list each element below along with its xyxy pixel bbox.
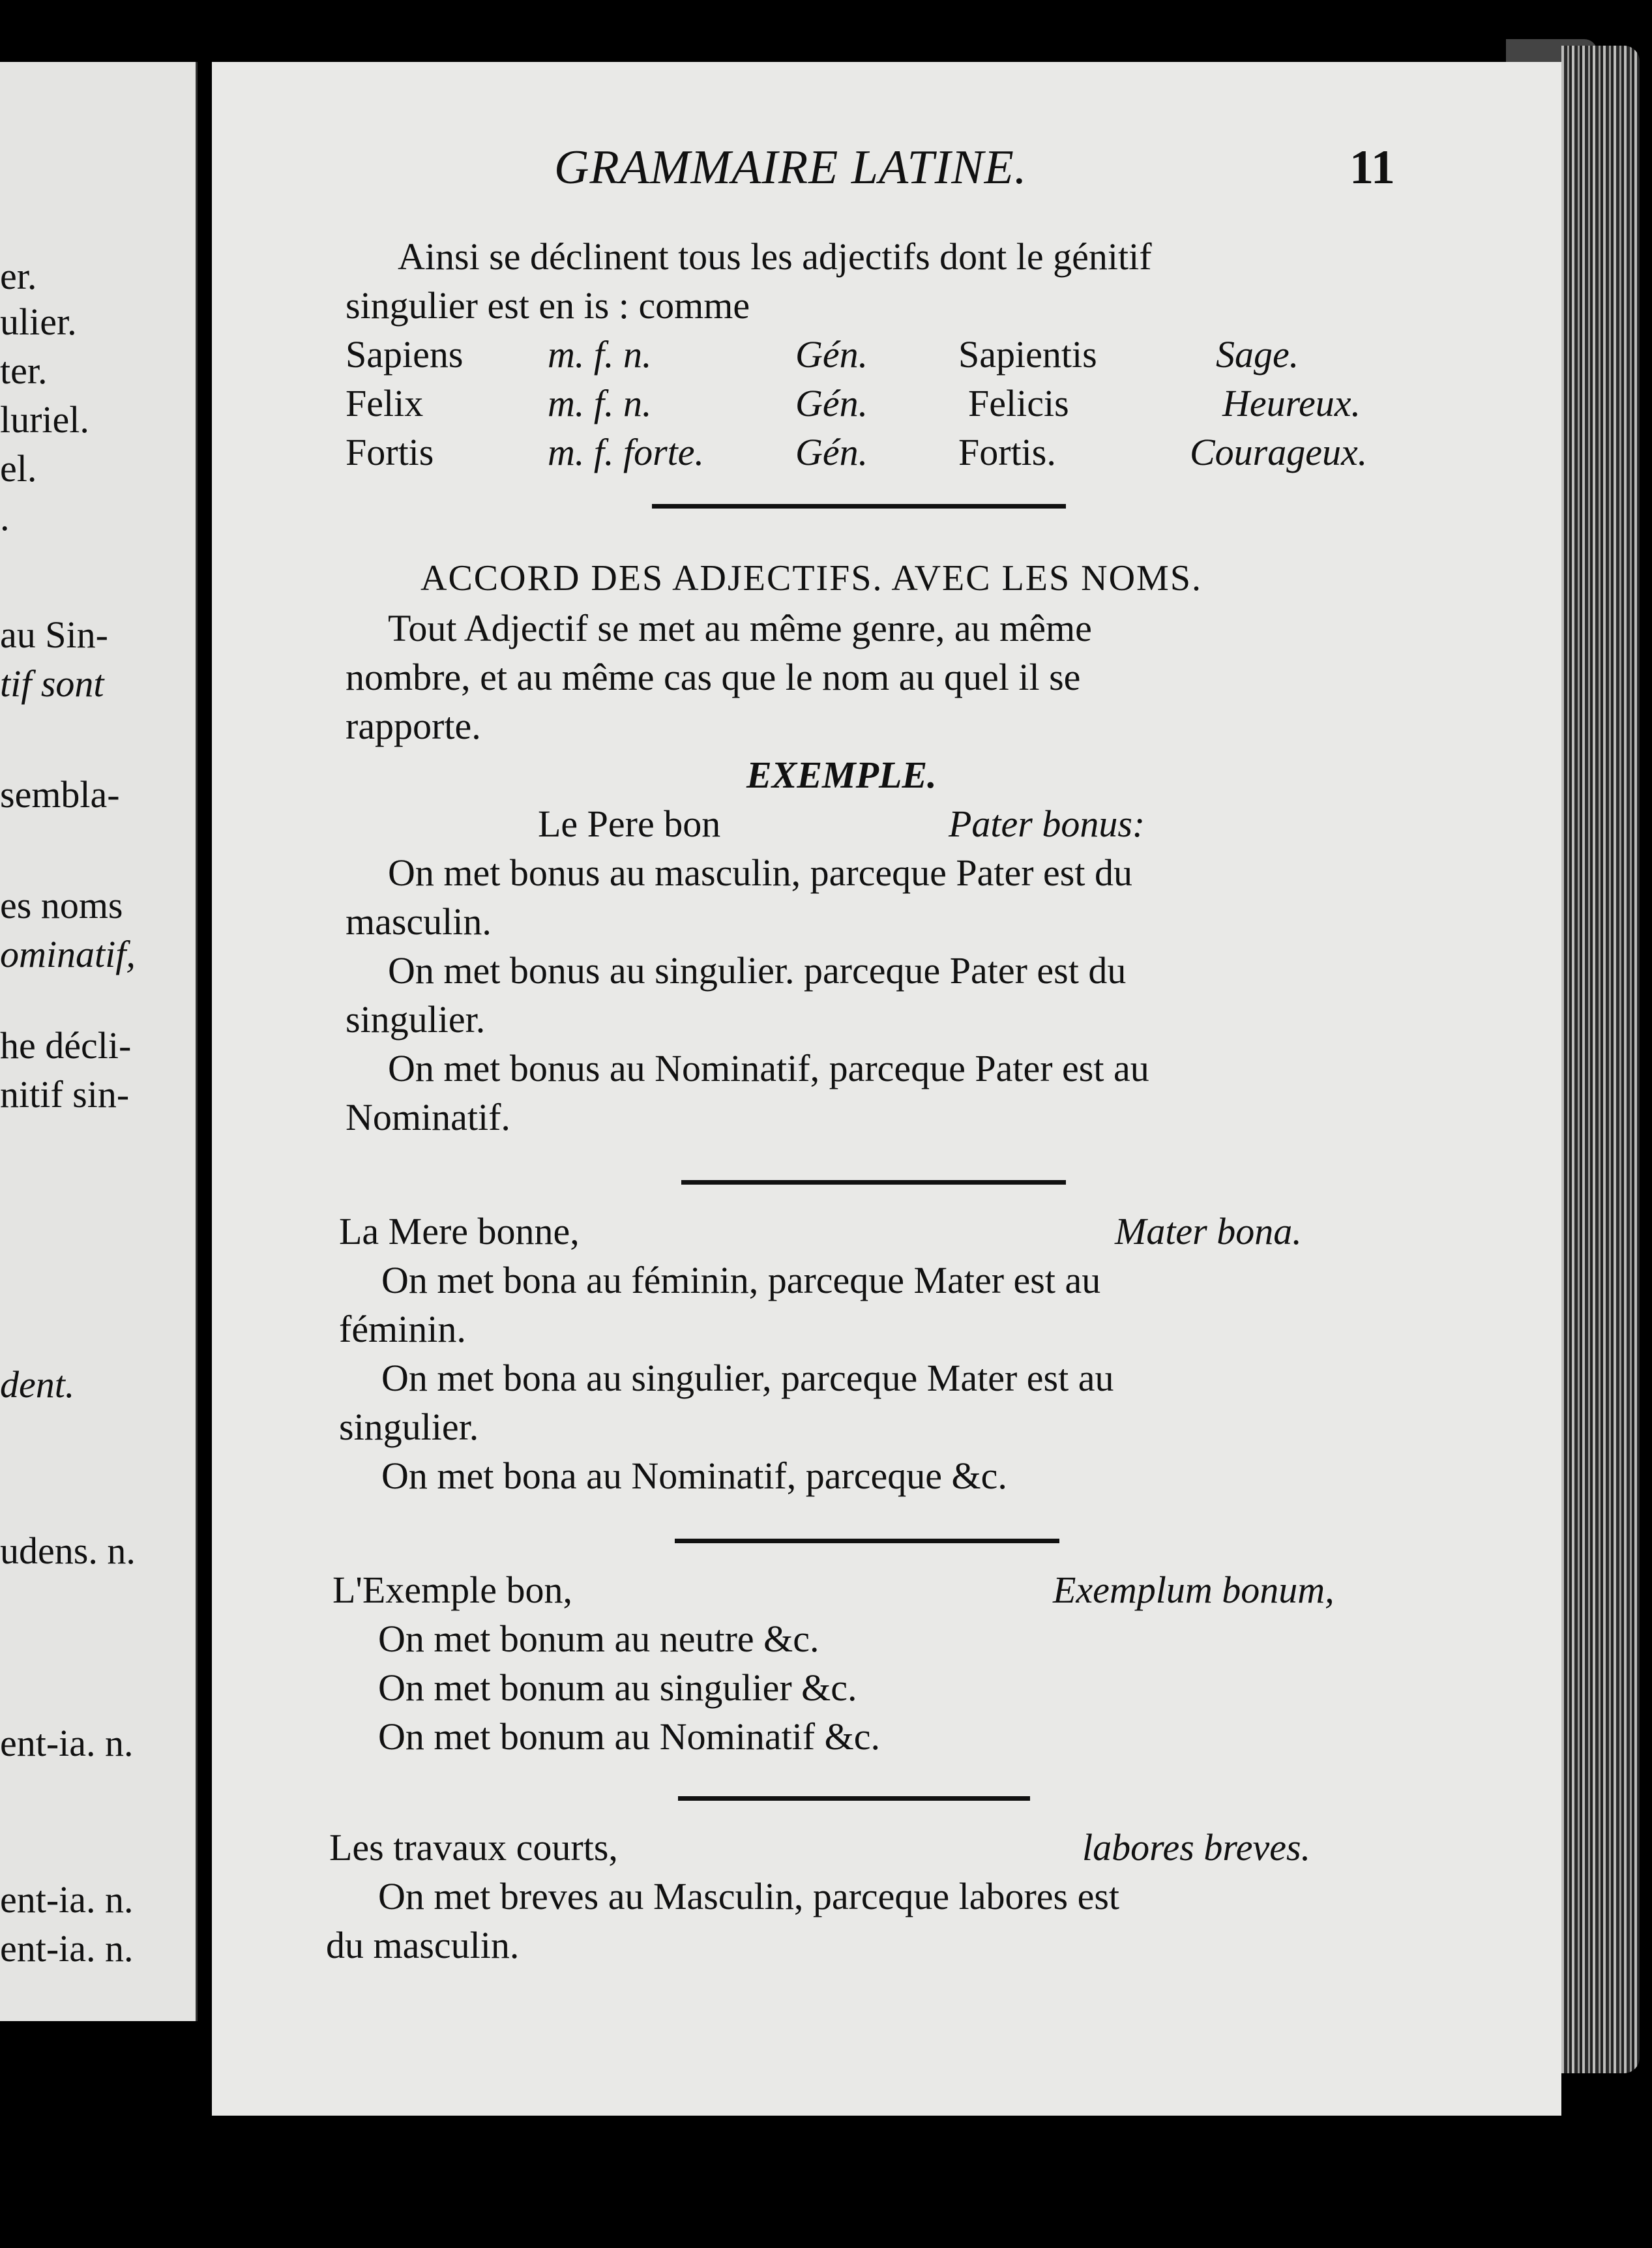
left-fragment: el. [0, 447, 37, 490]
table-gen-label: Gén. [795, 431, 868, 473]
table-word: Sapiens [346, 333, 464, 376]
rule-text: rapporte. [346, 705, 481, 747]
example-french: La Mere bonne, [339, 1210, 580, 1252]
left-fragment: er. [0, 255, 37, 297]
example-line: On met bonus au singulier. parceque Pater est du [388, 949, 1127, 992]
example-latin: labores breves. [1082, 1826, 1311, 1869]
example-line: singulier. [339, 1406, 479, 1448]
intro-line: singulier est en is : comme [346, 284, 750, 327]
example-line: On met bonum au singulier &c. [378, 1666, 857, 1709]
table-genitive: Felicis [968, 382, 1069, 424]
left-fragment: ent-ia. n. [0, 1722, 134, 1764]
left-facing-page [0, 62, 198, 2021]
divider [678, 1796, 1030, 1801]
book-page [212, 62, 1561, 2116]
left-fragment: dent. [0, 1363, 75, 1406]
example-line: Nominatif. [346, 1096, 510, 1138]
left-fragment: tif sont [0, 662, 104, 705]
table-translation: Sage. [1216, 333, 1299, 376]
table-gen-label: Gén. [795, 333, 868, 376]
table-genders: m. f. n. [548, 333, 652, 376]
example-latin: Exemplum bonum, [1053, 1569, 1335, 1611]
rule-text: nombre, et au même cas que le nom au quel il se [346, 656, 1081, 698]
example-line: On met bonus au Nominatif, parceque Pater est au [388, 1047, 1149, 1089]
section-heading: ACCORD DES ADJECTIFS. AVEC LES NOMS. [420, 558, 1202, 599]
example-line: On met bona au singulier, parceque Mater est au [381, 1357, 1114, 1399]
table-word: Felix [346, 382, 424, 424]
example-french: L'Exemple bon, [332, 1569, 573, 1611]
left-fragment: ter. [0, 349, 48, 392]
example-line: du masculin. [326, 1924, 520, 1966]
example-line: singulier. [346, 998, 486, 1041]
table-gen-label: Gén. [795, 382, 868, 424]
table-genders: m. f. n. [548, 382, 652, 424]
example-line: féminin. [339, 1308, 466, 1350]
example-line: On met bona au Nominatif, parceque &c. [381, 1455, 1007, 1497]
table-genitive: Sapientis [958, 333, 1097, 376]
table-translation: Courageux. [1190, 431, 1368, 473]
divider [675, 1539, 1059, 1543]
left-fragment: he décli- [0, 1024, 132, 1067]
left-fragment: udens. n. [0, 1530, 136, 1572]
left-fragment: ominatif, [0, 933, 136, 975]
left-fragment: . [0, 496, 10, 539]
divider [681, 1180, 1066, 1185]
table-translation: Heureux. [1222, 382, 1361, 424]
example-latin: Mater bona. [1115, 1210, 1302, 1252]
example-line: On met breves au Masculin, parceque labores est [378, 1875, 1120, 1917]
table-genitive: Fortis. [958, 431, 1056, 473]
page-number: 11 [1350, 141, 1395, 194]
left-fragment: ent-ia. n. [0, 1927, 134, 1970]
example-latin: Pater bonus: [949, 803, 1145, 845]
example-french: Les travaux courts, [329, 1826, 618, 1869]
running-title: GRAMMAIRE LATINE. [554, 141, 1027, 194]
example-heading: EXEMPLE. [746, 754, 937, 796]
left-fragment: au Sin- [0, 614, 108, 656]
intro-line: Ainsi se déclinent tous les adjectifs dont le génitif [398, 235, 1152, 278]
left-fragment: nitif sin- [0, 1073, 130, 1116]
table-genders: m. f. forte. [548, 431, 705, 473]
example-line: masculin. [346, 900, 492, 943]
left-fragment: ulier. [0, 301, 77, 343]
left-fragment: ent-ia. n. [0, 1878, 134, 1921]
page-edges [1561, 46, 1640, 2073]
example-french: Le Pere bon [538, 803, 721, 845]
left-fragment: luriel. [0, 398, 89, 441]
example-line: On met bonum au Nominatif &c. [378, 1715, 880, 1758]
section-divider [652, 504, 1066, 509]
left-fragment: es noms [0, 884, 123, 926]
table-word: Fortis [346, 431, 434, 473]
example-line: On met bona au féminin, parceque Mater est au [381, 1259, 1101, 1301]
example-line: On met bonum au neutre &c. [378, 1618, 819, 1660]
rule-text: Tout Adjectif se met au même genre, au même [388, 607, 1092, 649]
left-fragment: sembla- [0, 773, 120, 816]
example-line: On met bonus au masculin, parceque Pater est du [388, 851, 1132, 894]
